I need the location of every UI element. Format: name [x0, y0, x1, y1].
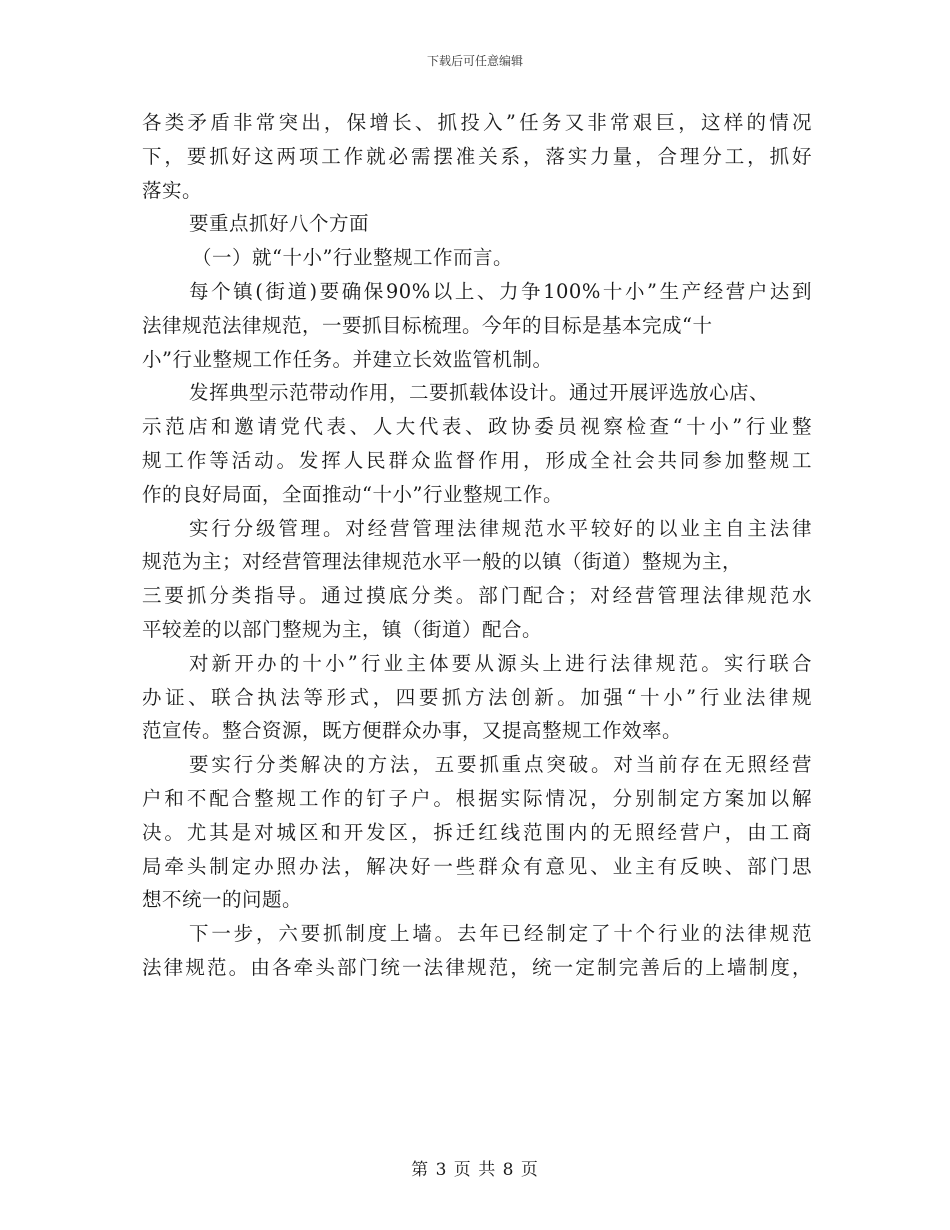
text-line: 办证、联合执法等形式，四要抓方法创新。加强“十小”行业法律规 [142, 685, 812, 709]
text-line: 发挥典型示范带动作用，二要抓载体设计。通过开展评选放心店、 [189, 381, 770, 405]
text-line: 对新开办的十小”行业主体要从源头上进行法律规范。实行联合 [189, 651, 812, 675]
text-line: 户和不配合整规工作的钉子户。根据实际情况，分别制定方案加以解 [142, 786, 812, 810]
text-line: 法律规范。由各牵头部门统一法律规范，统一定制完善后的上墙制度， [142, 955, 812, 979]
text-line: 规范为主；对经营管理法律规范水平一般的以镇（街道）整规为主， [142, 550, 743, 574]
text-line: 决。尤其是对城区和开发区，拆迁红线范围内的无照经营户，由工商 [142, 820, 812, 844]
text-line: 作的良好局面，全面推动“十小”行业整规工作。 [142, 482, 563, 506]
page-header-note: 下载后可任意编辑 [426, 54, 523, 68]
text-line: 示范店和邀请党代表、人大代表、政协委员视察检查“十小”行业整 [142, 415, 812, 439]
text-line: 小”行业整规工作任务。并建立长效监管机制。 [142, 347, 553, 371]
text-line: 下一步，六要抓制度上墙。去年已经制定了十个行业的法律规范 [189, 922, 812, 946]
text-line: 各类矛盾非常突出，保增长、抓投入”任务又非常艰巨，这样的情况 [142, 111, 812, 134]
text-line: 想不统一的问题。 [142, 888, 303, 912]
text-line: 局牵头制定办照办法，解决好一些群众有意见、业主有反映、部门思 [142, 854, 812, 878]
text-line: 规工作等活动。发挥人民群众监督作用，形成全社会共同参加整规工 [142, 448, 812, 472]
document-body [142, 106, 812, 985]
text-line: 范宣传。整合资源，既方便群众办事，又提高整规工作效率。 [142, 719, 683, 743]
text-line: 下，要抓好这两项工作就必需摆准关系，落实力量，合理分工，抓好 [142, 144, 812, 168]
text-line: 每个镇(街道)要确保90%以上、力争100%十小”生产经营户达到 [189, 279, 812, 303]
text-line: 实行分级管理。对经营管理法律规范水平较好的以业主自主法律 [189, 516, 812, 540]
text-line: 要重点抓好八个方面 [189, 212, 370, 236]
text-line: （一）就“十小”行业整规工作而言。 [192, 246, 513, 270]
text-line: 落实。 [142, 178, 203, 202]
page-number: 第 3 页 共 8 页 [411, 1160, 539, 1180]
text-line: 平较差的以部门整规为主，镇（街道）配合。 [142, 617, 543, 641]
text-line: 要实行分类解决的方法，五要抓重点突破。对当前存在无照经营 [189, 753, 812, 777]
text-line: 三要抓分类指导。通过摸底分类。部门配合；对经营管理法律规范水 [142, 584, 812, 608]
text-line: 法律规范法律规范，一要抓目标梳理。今年的目标是基本完成“十 [142, 313, 713, 337]
